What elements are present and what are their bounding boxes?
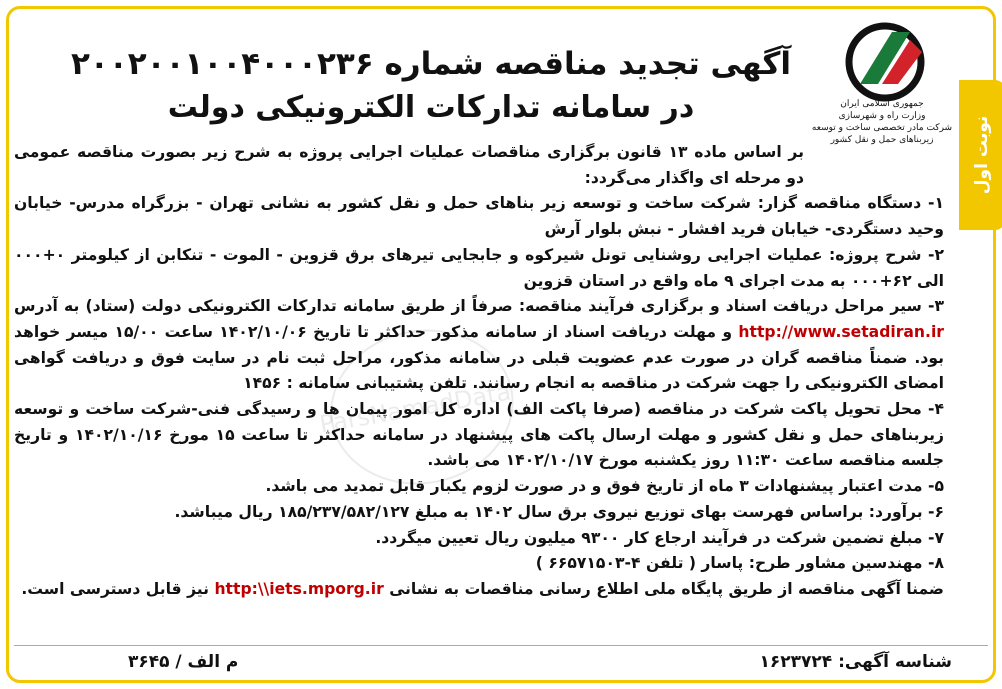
item-3-label: ۳- سیر مراحل دریافت اسناد و برگزاری فرآیند مناقصه:	[518, 297, 944, 316]
publication-label: نوبت اول	[972, 115, 992, 195]
item-5-text: مدت اعتبار پیشنهادات ۳ ماه از تاریخ فوق و در صورت لزوم یکبار قابل تمدید می باشد.	[265, 477, 923, 496]
item-2	[14, 243, 944, 294]
ad-subtitle: در سامانه تدارکات الکترونیکی دولت	[167, 90, 695, 125]
org-name	[807, 98, 957, 146]
closing-text-b: نیز قابل دسترسی است.	[21, 579, 209, 598]
item-6	[14, 500, 944, 526]
org-line-2: وزارت راه و شهرسازی	[838, 111, 926, 121]
item-2-text: عملیات اجرایی روشنایی تونل شیرکوه و جابجایی تیرهای برق قزوین - الموت - تنکابن از کیلومتر ۰+۰۰۰ الی ۶۲+۰۰۰ به مدت اجرای ۹ ماه واقع در استان قزوین	[14, 245, 944, 290]
item-7-label: ۷-	[927, 528, 944, 547]
setad-link[interactable]: http://www.setadiran.ir	[738, 322, 944, 341]
item-8	[14, 551, 944, 577]
ad-title: آگهی تجدید مناقصه شماره ۲۰۰۲۰۰۱۰۰۴۰۰۰۲۳۶	[70, 46, 791, 82]
item-4-label: ۴-	[927, 400, 944, 419]
item-1	[14, 191, 944, 242]
item-7	[14, 526, 944, 552]
item-6-label: ۶- برآورد:	[868, 502, 944, 521]
ad-body	[14, 140, 944, 603]
item-1-text: شرکت ساخت و توسعه زیر بناهای حمل و نقل کشور به نشانی تهران - بزرگراه مدرس- خیابان وحید دستگردی- خیابان فرید افشار - نبش بلوار آرش	[14, 194, 944, 239]
ad-code: م الف / ۳۶۴۵	[128, 652, 239, 672]
publication-tab	[959, 80, 1002, 230]
watermark-stamp: ParsNamadData	[318, 315, 526, 499]
footer-divider	[14, 645, 988, 646]
item-3-text-a: صرفاً از طریق سامانه تدارکات الکترونیکی دولت (ستاد) به آدرس	[14, 297, 513, 316]
item-8-text: پاسار ( تلفن ۴-۶۶۵۷۱۵۰۳ )	[535, 554, 744, 573]
iets-link[interactable]: http:\\iets.mporg.ir	[214, 579, 384, 598]
org-line-1: جمهوری اسلامی ایران	[840, 99, 924, 109]
item-5-label: ۵-	[927, 477, 944, 496]
org-line-3: شرکت مادر تخصصی ساخت و توسعه زیربناهای حمل و نقل کشور	[811, 123, 953, 145]
item-4-text: محل تحویل پاکت شرکت در مناقصه (صرفا پاکت الف) اداره کل امور پیمان ها و رسیدگی فنی-شرکت ساخت و توسعه زیربناهای حمل و نقل کشور و مهلت ارسال پاکت های پیشنهاد در سامانه حداکثر تا ساعت ۱۵ مورخ ۱۴۰۲/۱۰/۱۶ و تاریخ جلسه مناقصه ساعت ۱۱:۳۰ روز یکشنبه مورخ ۱۴۰۲/۱۰/۱۷ می باشد.	[14, 400, 944, 470]
item-8-label: ۸- مهندسین مشاور طرح:	[748, 554, 944, 573]
item-4	[14, 397, 944, 474]
item-3-text-b: و مهلت دریافت اسناد از سامانه مذکور حداکثر تا تاریخ ۱۴۰۲/۱۰/۰۶ ساعت ۱۵/۰۰ میسر خواهد بود. ضمناً مناقصه گران در صورت عدم عضویت قبلی در سامانه مذکور، مراحل ثبت نام در سایت فوق و دریافت گواهی امضای الکترونیکی را جهت شرکت در مناقصه به انجام رسانند. تلفن پشتیبانی سامانه : ۱۴۵۶	[14, 322, 944, 393]
closing-text-a: ضمنا آگهی مناقصه از طریق پایگاه ملی اطلاع رسانی مناقصات به نشانی	[389, 579, 944, 598]
intro-paragraph: بر اساس ماده ۱۳ قانون برگزاری مناقصات عملیات اجرایی پروژه به شرح زیر بصورت مناقصه عمومی دو مرحله ای واگذار می‌گردد:	[14, 143, 804, 187]
ministry-logo-icon	[830, 22, 940, 102]
item-3	[14, 294, 944, 397]
item-1-label: ۱- دستگاه مناقصه گزار:	[757, 194, 944, 213]
ad-id: شناسه آگهی: ۱۶۲۳۷۲۴	[759, 652, 952, 672]
item-6-text: براساس فهرست بهای توزیع نیروی برق سال ۱۴۰۲ به مبلغ ۱۸۵/۲۳۷/۵۸۲/۱۲۷ ریال میباشد.	[174, 502, 864, 521]
item-7-text: مبلغ تضمین شرکت در فرآیند ارجاع کار ۹۳۰۰ میلیون ریال تعیین میگردد.	[375, 528, 923, 547]
item-2-label: ۲- شرح پروژه:	[829, 245, 944, 264]
closing-paragraph	[14, 577, 944, 603]
item-5	[14, 474, 944, 500]
